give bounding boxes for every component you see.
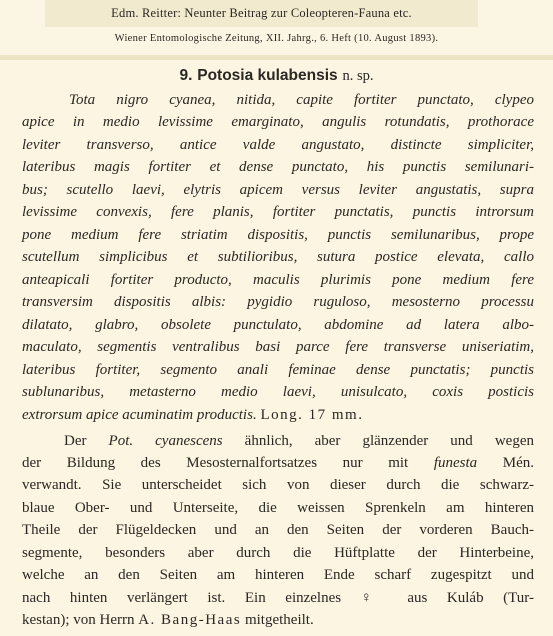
latin-line: levissime convexis, fere planis, fortiter punctatis, punctis introrsum — [22, 204, 534, 220]
latin-line: maculato, segmentis ventralibus basi parce fere transverse uniseriatim, — [22, 339, 534, 355]
section-number: 9. — [179, 67, 193, 84]
latin-line: lateribus magis fortiter et dense punctato, his punctis semilunari- — [22, 159, 534, 175]
latin-line: bus; scutello laevi, elytris apicem versus leviter angustatis, supra — [22, 182, 534, 198]
latin-text: extrorsum apice acuminatim productis. — [22, 407, 257, 423]
body-length: Long. 17 mm. — [260, 407, 364, 423]
latin-line: anteapicali fortiter producto, maculis plurimis pone medium fere — [22, 272, 534, 288]
latin-line: sublunaribus, metasterno medio laevi, unisulcato, coxis posticis — [22, 384, 534, 400]
german-line: segmente, besonders aber durch die Hüftplatte der Hinterbeine, — [22, 545, 534, 561]
german-line: nach hinten verlängert ist. Ein einzelnes ♀ aus Kuláb (Tur- — [22, 590, 534, 606]
text: Mén. — [477, 455, 534, 471]
german-line — [22, 455, 534, 472]
running-head: Edm. Reitter: Neunter Beitrag zur Coleopteren-Fauna etc. — [111, 6, 412, 20]
collector-name: A. Bang-Haas — [138, 612, 242, 628]
latin-line: pone medium fere striatim dispositis, punctis semilunaribus, prope — [22, 227, 534, 243]
latin-line: apice in medio levissime emarginato, angulis rotundatis, prothorace — [22, 114, 534, 130]
journal-citation: Wiener Entomologische Zeitung, XII. Jahrg., 6. Heft (10. August 1893). — [114, 33, 439, 44]
species-title — [0, 66, 553, 85]
latin-line-last — [22, 407, 534, 424]
german-line: blaue Ober- und Unterseite, die weissen Sprenkeln am hinteren — [22, 500, 534, 516]
text: mitgetheilt. — [241, 612, 314, 628]
text: ähnlich, aber glänzender und wegen — [222, 433, 534, 449]
species-ref: Pot. cyanescens — [108, 433, 223, 449]
latin-line: transversim dispositis albis: pygidio ruguloso, mesosterno processu — [22, 294, 534, 310]
german-line-last — [22, 612, 534, 629]
german-line: Theile der Flügeldecken und an den Seiten der vorderen Bauch- — [22, 522, 534, 538]
latin-line: scutellum simplicibus et subtilioribus, sutura postice elevata, callo — [22, 249, 534, 265]
latin-line: lateribus fortiter, segmento anali feminae dense punctatis; punctis — [22, 362, 534, 378]
new-species-tag: n. sp. — [342, 68, 374, 84]
species-name: Potosia kulabensis — [197, 67, 338, 84]
text: Der — [64, 433, 109, 449]
latin-line: leviter transverso, antice valde angustato, distincte simpliciter, — [22, 137, 534, 153]
german-line: welche an den Seiten am hinteren Ende scharf zugespitzt und — [22, 567, 534, 583]
german-line — [64, 433, 534, 450]
text: der Bildung des Mesosternalfortsatzes nur mit — [22, 455, 434, 471]
german-line: verwandt. Sie unterscheidet sich von dieser durch die schwarz- — [22, 477, 534, 493]
text: kestan); von Herrn — [22, 612, 139, 628]
latin-line: dilatato, glabro, obsolete punctulato, abdomine ad latera albo- — [22, 317, 534, 333]
species-ref: funesta — [433, 455, 478, 471]
latin-line: Tota nigro cyanea, nitida, capite fortiter punctato, clypeo — [69, 92, 534, 108]
